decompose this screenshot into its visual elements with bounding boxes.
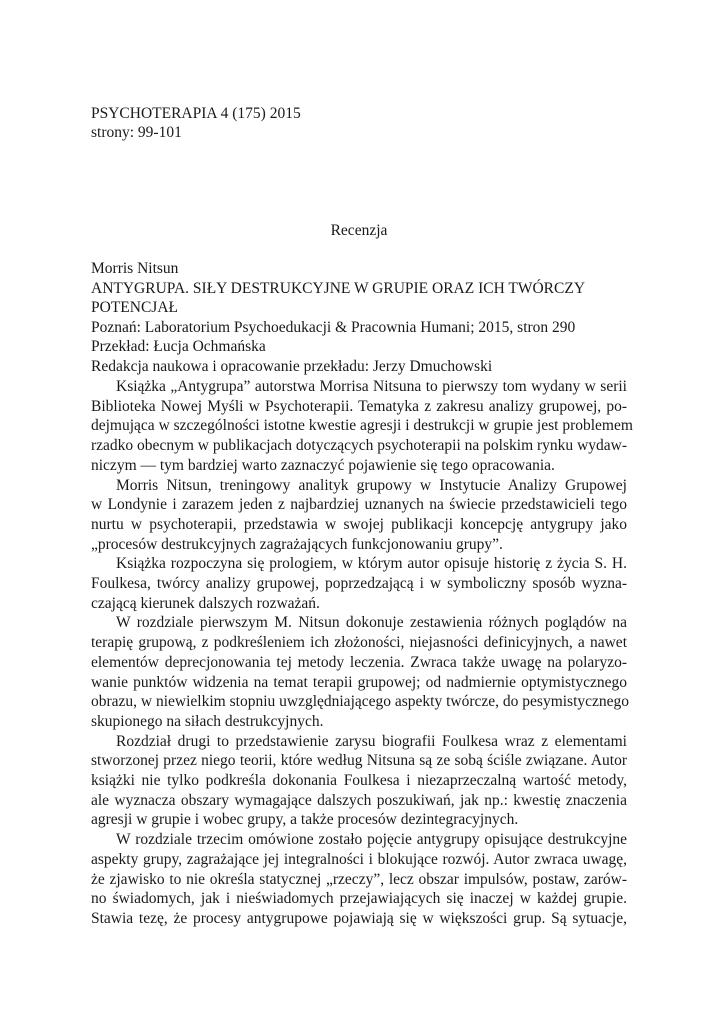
book-title-line-2: POTENCJAŁ xyxy=(91,299,178,316)
journal-pages: strony: 99-101 xyxy=(91,124,182,141)
book-title-line-1: ANTYGRUPA. SIŁY DESTRUKCYJNE W GRUPIE ORAZ ICH TWÓRCZY xyxy=(91,279,586,297)
text-line: no świadomych, jak i nieświadomych przejawiających się inaczej w każdej grupie. xyxy=(91,890,627,908)
review-body xyxy=(91,377,633,929)
text-line: Morris Nitsun, treningowy analityk grupowy w Instytucie Analizy Grupowej xyxy=(116,476,627,494)
book-author: Morris Nitsun xyxy=(91,260,179,277)
text-line: Książka „Antygrupa” autorstwa Morrisa Nitsuna to pierwszy tom wydany w serii xyxy=(116,378,627,395)
journal-title: PSYCHOTERAPIA 4 (175) 2015 xyxy=(91,105,301,122)
text-line: W rozdziale trzecim omówione zostało pojęcie antygrupy opisujące destrukcyjne xyxy=(116,831,627,849)
text-line: że zjawisko to nie określa statycznej „rzeczy”, lecz obszar impulsów, postaw, zarów- xyxy=(91,870,627,888)
text-line: „procesów destrukcyjnych zagrażających funkcjonowaniu grupy”. xyxy=(91,535,503,553)
text-line: w Londynie i zarazem jeden z najbardziej uznanych na świecie przedstawicieli tego xyxy=(91,496,627,514)
book-translation: Przekład: Łucja Ochmańska xyxy=(91,338,266,355)
text-line: agresji w grupie i wobec grupy, a także procesów dezintegracyjnych. xyxy=(91,811,519,829)
section-label: Recenzja xyxy=(330,222,388,239)
paragraph xyxy=(91,830,627,929)
text-line: Książka rozpoczyna się prologiem, w którym autor opisuje historię z życia S. H. xyxy=(116,555,627,573)
paragraph xyxy=(91,476,627,555)
text-line: dejmująca w szczególności istotne kwestie agresji i destrukcji w grupie jest problemem xyxy=(91,417,633,435)
text-line: elementów deprecjonowania tej metody leczenia. Zwraca także uwagę na polaryzo- xyxy=(91,653,627,671)
text-line: skupionego na siłach destrukcyjnych. xyxy=(91,712,324,730)
book-publisher: Poznań: Laboratorium Psychoedukacji & Pracownia Humani; 2015, stron 290 xyxy=(91,318,576,336)
paragraph xyxy=(91,377,633,476)
paragraph xyxy=(91,732,627,831)
book-editing: Redakcja naukowa i opracowanie przekładu: Jerzy Dmuchowski xyxy=(91,357,493,375)
text-line: wanie punktów widzenia na temat terapii grupowej; od nadmiernie optymistycznego xyxy=(91,673,627,691)
bibliographic-entry xyxy=(91,259,627,376)
document-page xyxy=(91,0,633,1024)
text-line: nurtu w psychoterapii, przedstawia w swojej publikacji koncepcję antygrupy jako xyxy=(91,515,627,533)
text-line: rzadko obecnym w publikacjach dotyczących psychoterapii na polskim rynku wydaw- xyxy=(91,437,627,455)
text-line: stworzonej przez niego teorii, które według Nitsuna są ze sobą ściśle związane. Autor xyxy=(91,752,627,770)
text-line: czającą kierunek dalszych rozważań. xyxy=(91,594,320,612)
text-line: niczym — tym bardziej warto zaznaczyć pojawienie się tego opracowania. xyxy=(91,456,555,474)
text-line: aspekty grupy, zagrażające jej integralności i blokujące rozwój. Autor zwraca uwagę, xyxy=(91,850,627,868)
text-line: Stawia tezę, że procesy antygrupowe pojawiają się w większości grup. Są sytuacje, xyxy=(91,909,627,927)
text-line: ale wyznacza obszary wymagające dalszych poszukiwań, jak np.: kwestię znaczenia xyxy=(91,791,627,809)
text-line: Foulkesa, twórcy analizy grupowej, poprzedzającą i w symboliczny sposób wyzna- xyxy=(91,575,627,593)
text-line: obrazu, w niewielkim stopniu uwzględniającego aspekty twórcze, do pesymistycznego xyxy=(91,693,630,711)
text-line: Rozdział drugi to przedstawienie zarysu biografii Foulkesa wraz z elementami xyxy=(116,732,627,750)
text-line: W rozdziale pierwszym M. Nitsun dokonuje zestawienia różnych poglądów na xyxy=(116,614,627,632)
text-line: książki nie tylko podkreśla dokonania Foulkesa i niezaprzeczalną wartość metody, xyxy=(91,772,627,790)
text-line: Biblioteka Nowej Myśli w Psychoterapii. Tematyka z zakresu analizy grupowej, po- xyxy=(91,397,627,415)
paragraph xyxy=(91,613,630,731)
paragraph xyxy=(91,554,627,613)
journal-header xyxy=(91,104,301,142)
text-line: terapię grupową, z podkreśleniem ich złożoności, niejasności definicyjnych, a nawet xyxy=(91,634,627,652)
